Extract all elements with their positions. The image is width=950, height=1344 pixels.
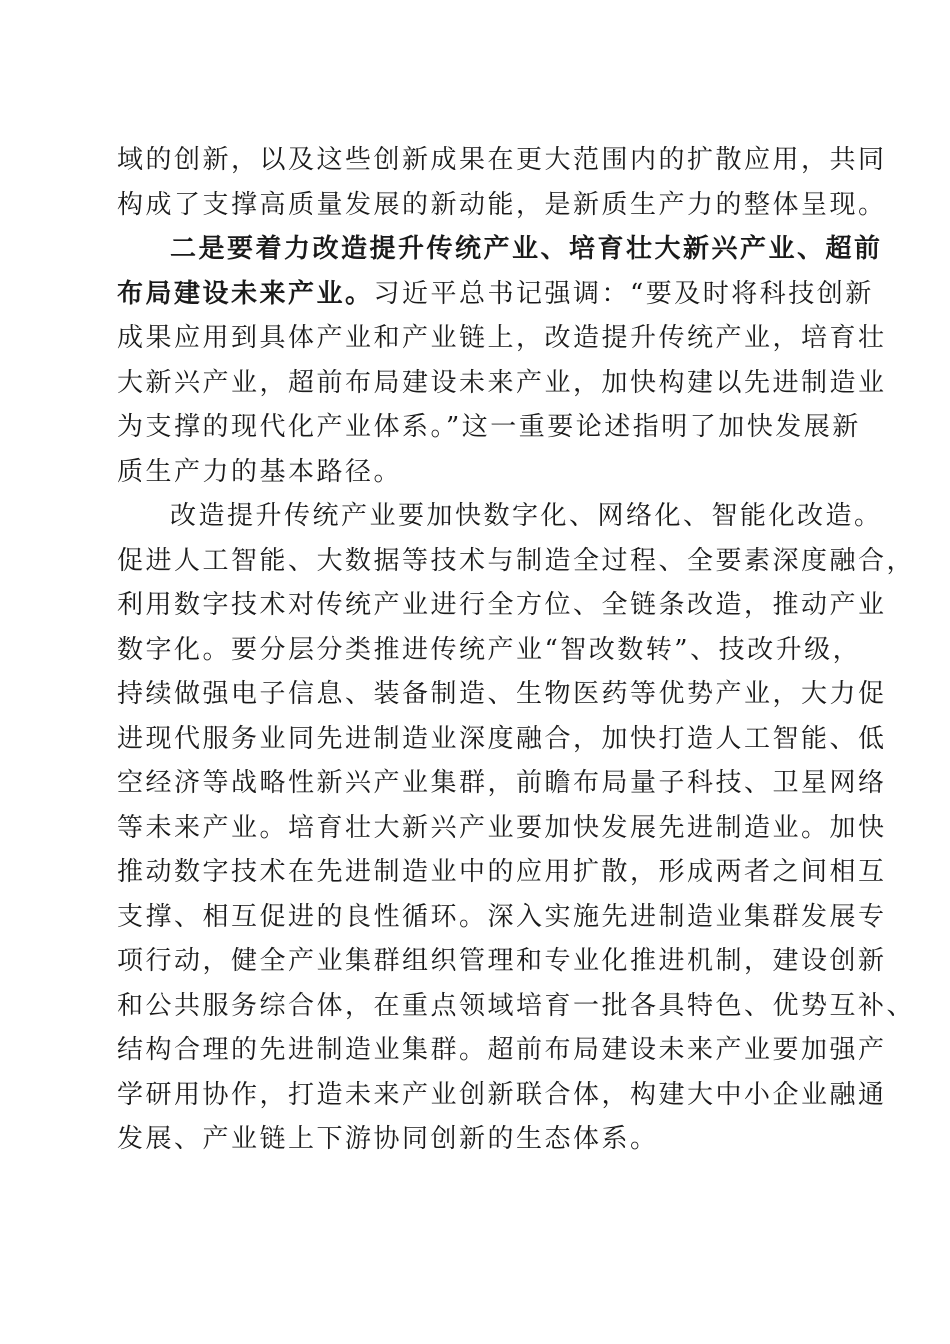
text-line: 发展、产业链上下游协同创新的生态体系。: [117, 1124, 659, 1154]
text-line: [117, 272, 874, 317]
text-line: 数字化。要分层分类推进传统产业“智改数转”、技改升级，: [117, 634, 862, 665]
text-line: 等未来产业。培育壮大新兴产业要加快发展先进制造业。加快: [117, 812, 887, 843]
text-line: 改造提升传统产业要加快数字化、网络化、智能化改造。: [170, 501, 883, 531]
text-line: 结构合理的先进制造业集群。超前布局建设未来产业要加强产: [117, 1035, 887, 1065]
section-heading-line: 二是要着力改造提升传统产业、培育壮大新兴产业、超前: [170, 234, 883, 264]
document-body: [117, 138, 916, 1162]
text-line: 进现代服务业同先进制造业深度融合，加快打造人工智能、低: [117, 723, 887, 754]
section-heading-end: 布局建设未来产业。: [117, 278, 374, 309]
text-line: 持续做强电子信息、装备制造、生物医药等优势产业，大力促: [117, 679, 887, 709]
text-line: 推动数字技术在先进制造业中的应用扩散，形成两者之间相互: [117, 857, 887, 887]
text-line: 项行动，健全产业集群组织管理和专业化推进机制，建设创新: [117, 946, 887, 976]
text-line: 为支撑的现代化产业体系。”这一重要论述指明了加快发展新: [117, 412, 861, 442]
text-line: 构成了支撑高质量发展的新动能，是新质生产力的整体呈现。: [117, 189, 887, 220]
text-line: 质生产力的基本路径。: [117, 456, 403, 487]
paragraph-2: [117, 227, 887, 494]
text-line: 促进人工智能、大数据等技术与制造全过程、全要素深度融合，: [117, 545, 916, 576]
text-line: 支撑、相互促进的良性循环。深入实施先进制造业集群发展专: [117, 901, 887, 932]
paragraph-3: [117, 494, 916, 1162]
paragraph-1: [117, 138, 887, 227]
text-line: 学研用协作，打造未来产业创新联合体，构建大中小企业融通: [117, 1079, 887, 1110]
text-line: 利用数字技术对传统产业进行全方位、全链条改造，推动产业: [117, 590, 887, 620]
quote-intro: 习近平总书记强调：“要及时将科技创新: [373, 278, 874, 309]
text-line: 空经济等战略性新兴产业集群，前瞻布局量子科技、卫星网络: [117, 768, 887, 798]
text-line: 大新兴产业，超前布局建设未来产业，加快构建以先进制造业: [117, 367, 887, 398]
text-line: 域的创新，以及这些创新成果在更大范围内的扩散应用，共同: [117, 145, 887, 175]
text-line: 成果应用到具体产业和产业链上，改造提升传统产业，培育壮: [117, 323, 887, 353]
text-line: 和公共服务综合体，在重点领域培育一批各具特色、优势互补、: [117, 990, 916, 1021]
